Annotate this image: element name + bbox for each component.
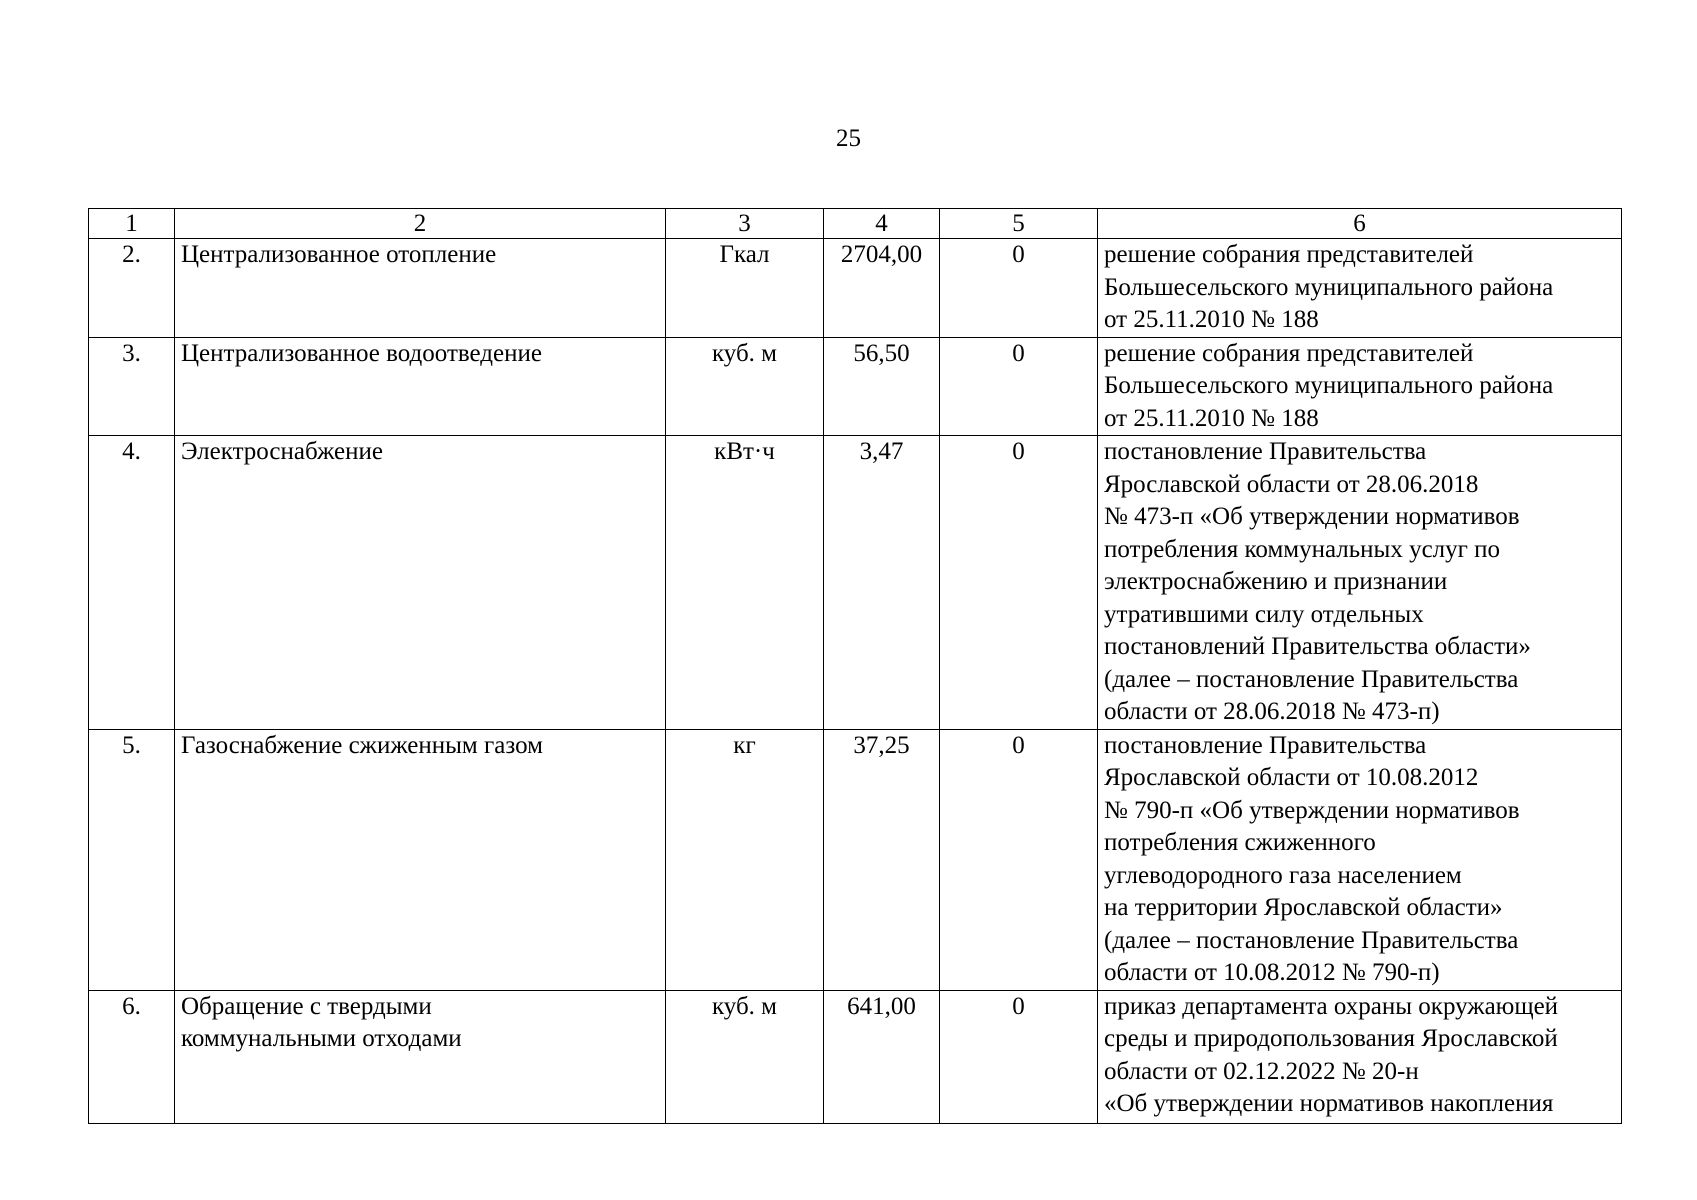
row-number: 3.	[89, 337, 175, 436]
norm-value: 56,50	[824, 337, 940, 436]
column-5-value: 0	[940, 729, 1098, 990]
service-name: Обращение с твердыми коммунальными отходами	[175, 990, 666, 1123]
unit-of-measure: куб. м	[666, 337, 824, 436]
header-cell-5: 5	[940, 209, 1098, 239]
service-name: Централизованное водоотведение	[175, 337, 666, 436]
table-row	[89, 337, 1622, 436]
norms-table	[88, 208, 1622, 1124]
column-5-value: 0	[940, 436, 1098, 730]
row-number: 4.	[89, 436, 175, 730]
table-header-row	[89, 209, 1622, 239]
header-cell-3: 3	[666, 209, 824, 239]
header-cell-4: 4	[824, 209, 940, 239]
legal-basis: решение собрания представителей Большесельского муниципального района от 25.11.2010 № 188	[1098, 337, 1622, 436]
legal-basis: приказ департамента охраны окружающей среды и природопользования Ярославской области от 02.12.2022 № 20-н «Об утверждении нормативов накопления	[1098, 990, 1622, 1123]
table-row	[89, 729, 1622, 990]
table-row	[89, 990, 1622, 1123]
table-row	[89, 436, 1622, 730]
norm-value: 3,47	[824, 436, 940, 730]
column-5-value: 0	[940, 337, 1098, 436]
column-5-value: 0	[940, 990, 1098, 1123]
unit-of-measure: Гкал	[666, 239, 824, 338]
norm-value: 641,00	[824, 990, 940, 1123]
unit-of-measure: кг	[666, 729, 824, 990]
header-cell-6: 6	[1098, 209, 1622, 239]
unit-of-measure: кВт·ч	[666, 436, 824, 730]
service-name: Газоснабжение сжиженным газом	[175, 729, 666, 990]
legal-basis: постановление Правительства Ярославской области от 10.08.2012 № 790-п «Об утверждении нормативов потребления сжиженного углеводородного газа населением на территории Ярославской области» (далее – постановление Правительства области от 10.08.2012 № 790-п)	[1098, 729, 1622, 990]
legal-basis: постановление Правительства Ярославской области от 28.06.2018 № 473-п «Об утверждении нормативов потребления коммунальных услуг по электроснабжению и признании утратившими силу отдельных постановлений Правительства области» (далее – постановление Правительства области от 28.06.2018 № 473-п)	[1098, 436, 1622, 730]
norm-value: 2704,00	[824, 239, 940, 338]
service-name: Электроснабжение	[175, 436, 666, 730]
header-cell-1: 1	[89, 209, 175, 239]
unit-of-measure: куб. м	[666, 990, 824, 1123]
table-row	[89, 239, 1622, 338]
row-number: 6.	[89, 990, 175, 1123]
norm-value: 37,25	[824, 729, 940, 990]
column-5-value: 0	[940, 239, 1098, 338]
service-name: Централизованное отопление	[175, 239, 666, 338]
row-number: 2.	[89, 239, 175, 338]
header-cell-2: 2	[175, 209, 666, 239]
page-number: 25	[836, 125, 861, 152]
legal-basis: решение собрания представителей Большесельского муниципального района от 25.11.2010 № 188	[1098, 239, 1622, 338]
row-number: 5.	[89, 729, 175, 990]
